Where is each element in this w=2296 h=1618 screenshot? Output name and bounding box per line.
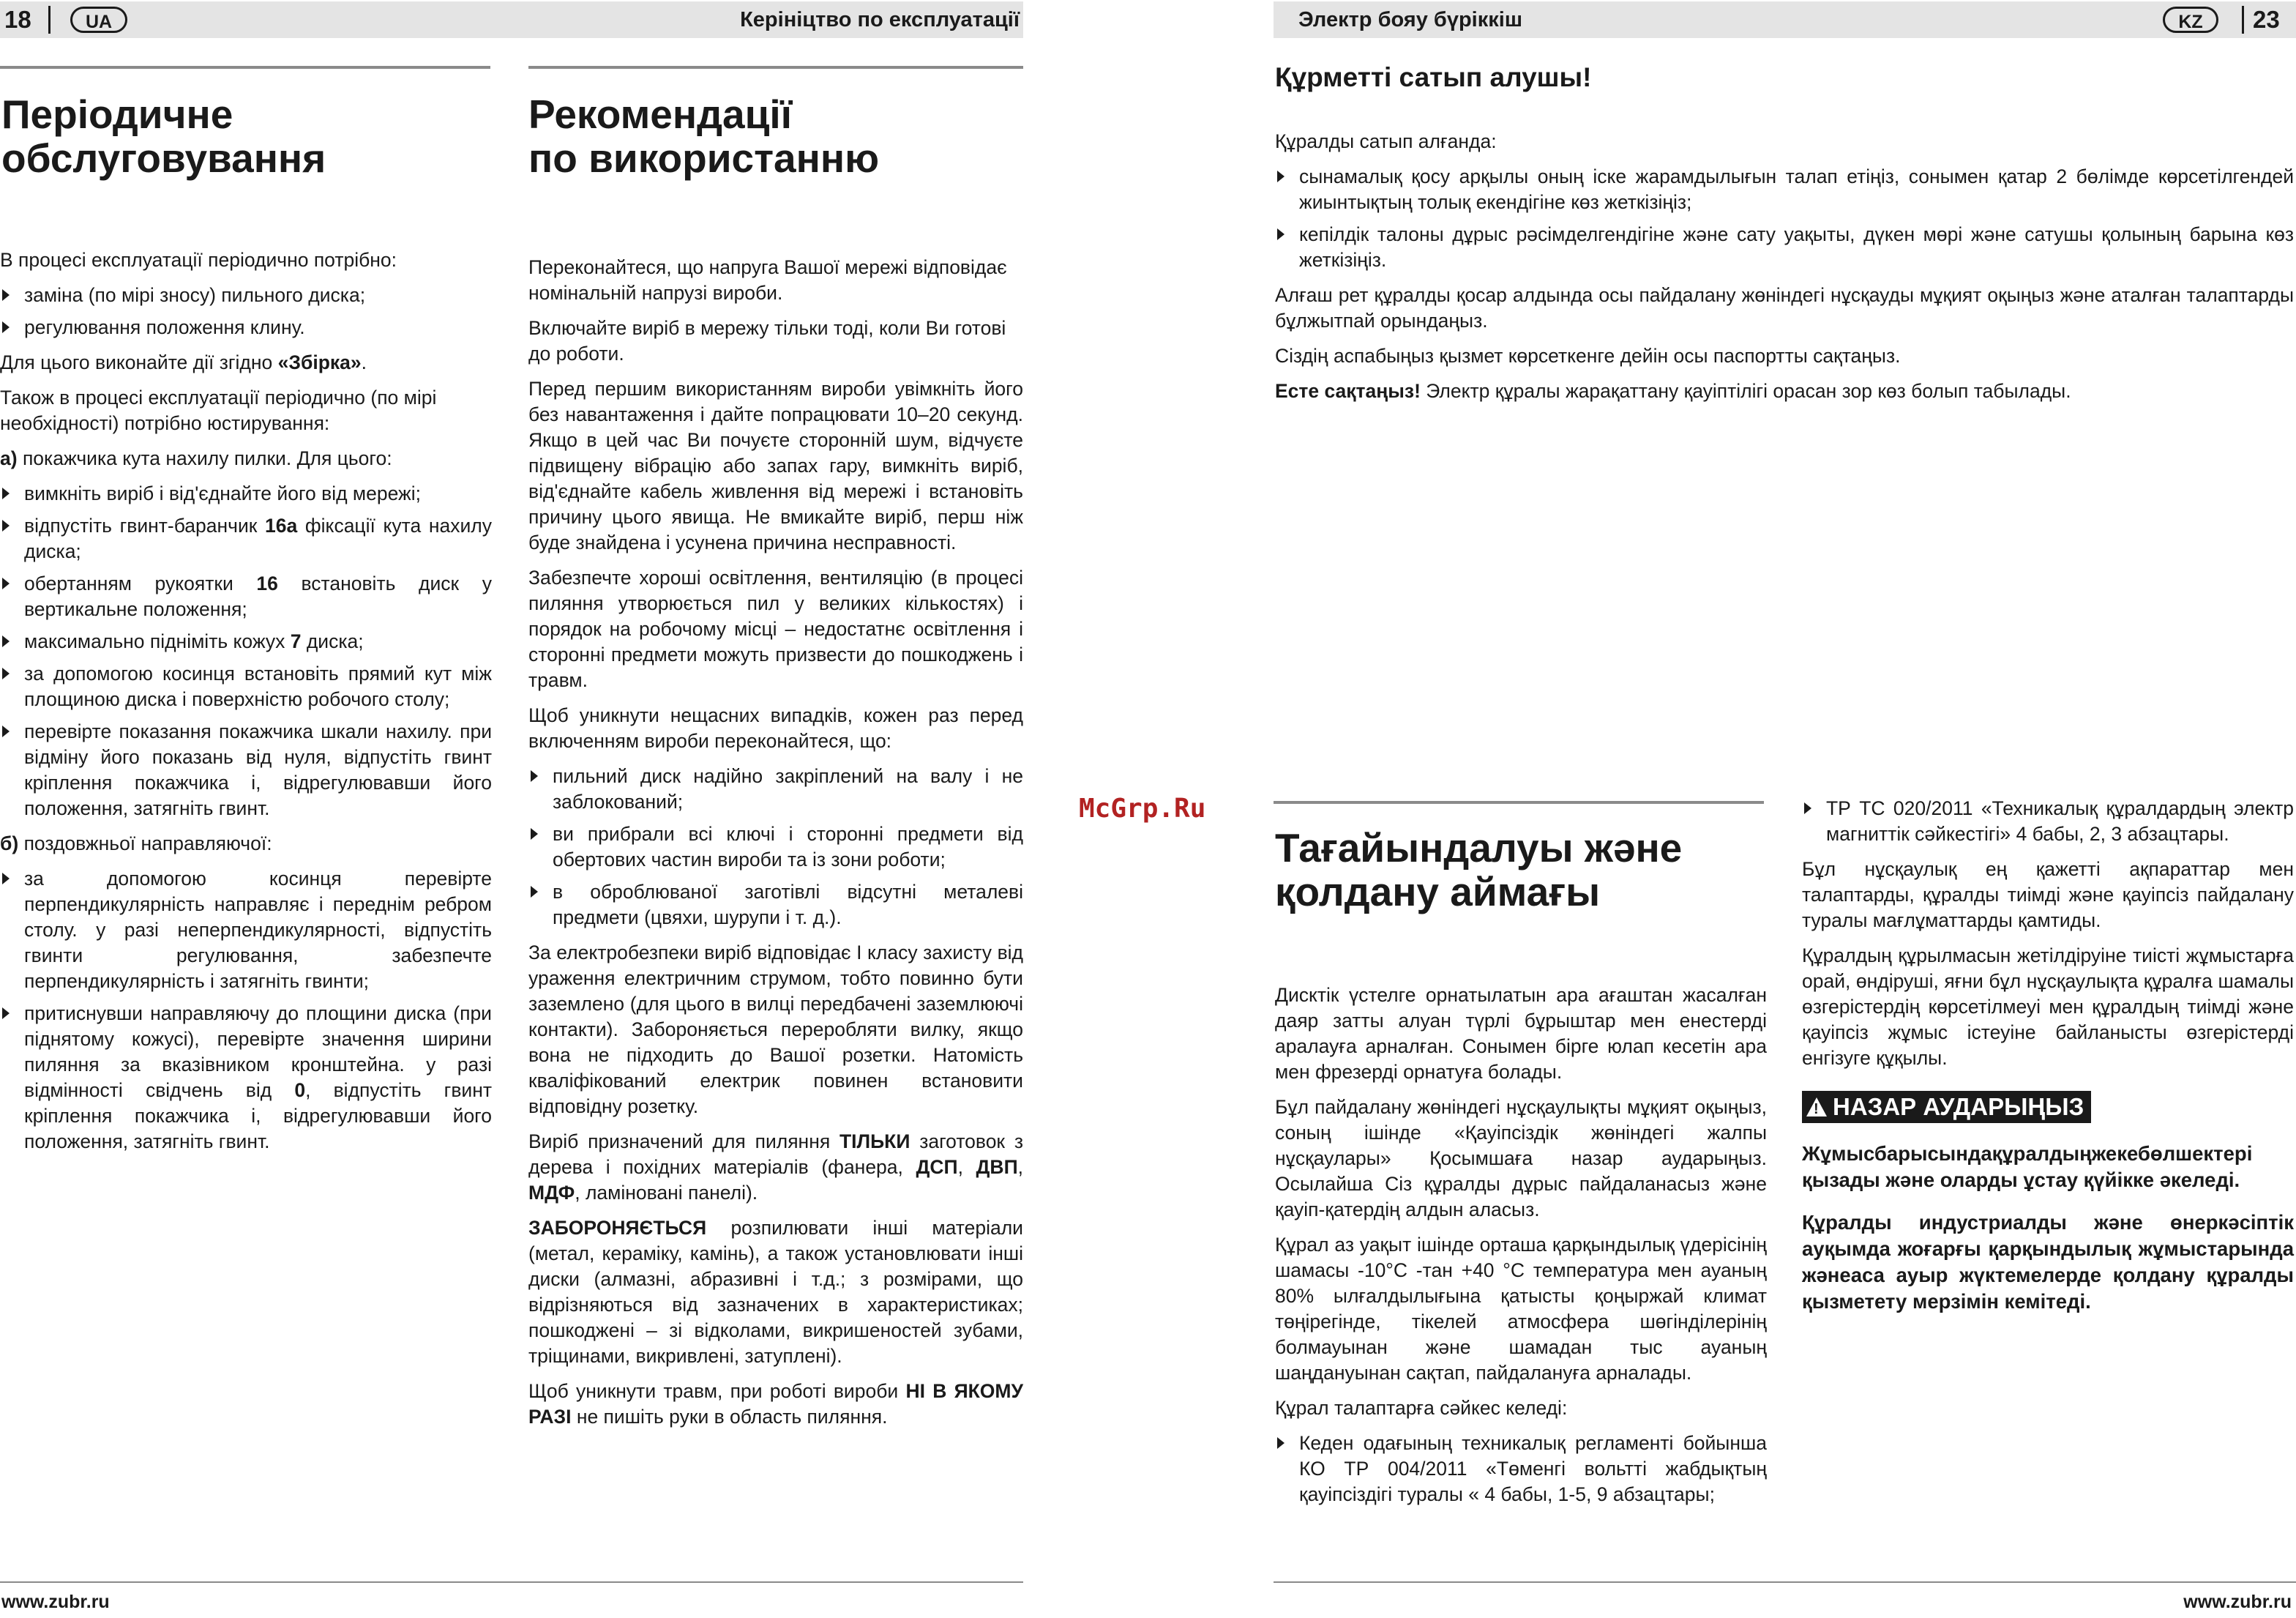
warning-text — [1802, 1141, 2294, 1315]
bullet-triangle-icon — [2, 520, 10, 532]
bullet-triangle-icon — [531, 828, 538, 840]
paragraph: Бұл пайдалану жөніндегі нұсқаулықты мұқият оқыңыз, соның ішінде «Қауіпсіздік жөніндегі жалпы нұсқаулары» Қосымшаға назар аударыңыз. Осылайша Сіз құралды дұрыс пайдаланасыз және қауіп-қатердің алдын аласыз. — [1275, 1096, 1767, 1220]
heading-line: Тағайындалуы және — [1275, 825, 1683, 870]
right-header-title: Электр бояу бүріккіш — [1298, 8, 1522, 31]
paragraph: Виріб призначений для пиляння ТІЛЬКИ заготовок з дерева і похідних матеріалів (фанера, ДСП, ДВП, МДФ, ламіновані панелі). — [528, 1130, 1023, 1204]
paragraph: Жұмысбарысындақұралдыңжекебөлшектері қызады және оларды ұстау қүйікке әкеледі. — [1802, 1142, 2253, 1191]
bullet-list — [1275, 164, 2294, 273]
paragraph: Құралдың құрылмасын жетілдіруіне тиісті жұмыстарға орай, өндіруші, яғни бұл нұсқаулықта құралға шамалы өзгерістердің көрсетілмеуі мен құралдың тиімді және қауіпсіз жұмыс істеуіне байланысты өзгерістерді енгізуге құқылы. — [1802, 944, 2294, 1069]
right-col1-rule — [1274, 801, 1764, 804]
right-col1-heading — [1275, 826, 1787, 914]
bullet-triangle-icon — [2, 668, 10, 679]
left-col1-heading — [1, 92, 492, 180]
paragraph: а) покажчика кута нахилу пилки. Для цього: — [0, 447, 392, 469]
list-item: обертанням рукоятки 16 встановіть диск у вертикальне положення; — [0, 571, 492, 622]
list-item: перевірте показання покажчика шкали нахилу. при відміну його показань від нуля, відпустіть гвинт кріплення покажчика і, відрегулювавши його положення, затягніть гвинт. — [0, 719, 492, 821]
bullet-triangle-icon — [2, 635, 10, 647]
list-item: сынамалық қосу арқылы оның іске жарамдылығын талап етіңіз, сонымен қатар 2 бөлімде көрсетілгендей жиынтықтың толық екендігіне көз жеткізіңіз; — [1275, 164, 2294, 215]
list-item: максимально підніміть кожух 7 диска; — [0, 629, 492, 655]
paragraph: Щоб уникнути нещасних випадків, кожен раз перед включенням вироби переконайтеся, що: — [528, 704, 1023, 752]
list-item: притиснувши направляючу до площини диска (при піднятому кожусі), перевірте значення ширини пиляння за вказівником кронштейна. у разі відмінності свідчень від 0, відпустіть гвинт кріплення покажчика і, відрегулювавши його положення, затягніть гвинт. — [0, 1001, 492, 1155]
warning-label: ! НАЗАР АУДАРЫҢЫЗ — [1802, 1091, 2091, 1123]
bullet-triangle-icon — [1277, 171, 1285, 182]
left-header-separator — [48, 6, 51, 34]
right-header-separator — [2242, 6, 2244, 34]
paragraph: ЗАБОРОНЯЄТЬСЯ розпилювати інші матеріали (метал, кераміку, камінь), а також установлювати інші диски (алмазні, абразивні і т.д.; з розмірами, що відрізняються від зазначених в характеристиках; пошкоджені – зі відколами, викришеностей зубами, тріщинами, викривлені, затуплені). — [528, 1217, 1023, 1367]
right-col2-body — [1802, 796, 2294, 1331]
bullet-list — [528, 764, 1023, 931]
left-col2-heading — [528, 92, 1023, 180]
list-item: за допомогою косинця перевірте перпендикулярність направляє і переднім ребром столу. у разі неперпендикулярності, відпустіть гвинти регулювання, забезпечте перпендикулярність і затягніть гвинти; — [0, 866, 492, 994]
right-footer-url[interactable]: www.zubr.ru — [2183, 1592, 2292, 1612]
warning-triangle-icon: ! — [1806, 1097, 1827, 1116]
paragraph: Есте сақтаңыз! Электр құралы жарақаттану қауіптілігі орасан зор көз болып табылады. — [1275, 380, 2071, 402]
paragraph: Для цього виконайте дії згідно «Збірка». — [0, 351, 367, 373]
bullet-triangle-icon — [2, 578, 10, 589]
heading-line: қолдану аймағы — [1275, 869, 1601, 914]
list-item: вимкніть виріб і від'єднайте його від мережі; — [0, 481, 492, 507]
bullet-triangle-icon — [2, 726, 10, 737]
list-item: кепілдік талоны дұрыс рәсімделгендігіне және сату уақыты, дүкен мөрі және сатушы қолының барына көз жеткізіңіз. — [1275, 222, 2294, 273]
paragraph: Бұл нұсқаулық ең қажетті ақпараттар мен талаптарды, құралды тиімді және қауіпсіз пайдалану туралы мағлұматтарды қамтиды. — [1802, 858, 2294, 931]
list-item: ви прибрали всі ключі і сторонні предмети від обертових частин вироби та із зони роботи; — [528, 821, 1023, 873]
bullet-list — [0, 481, 492, 821]
watermark: McGrp.Ru — [1079, 794, 1206, 824]
left-page-number: 18 — [4, 6, 31, 33]
list-item: Кеден одағының техникалық регламенті бойынша КО ТР 004/2011 «Төменгі вольтті жабдықтың қауіпсіздігі туралы « 4 бабы, 1-5, 9 абзацтары; — [1275, 1431, 1767, 1507]
left-footer-rule — [0, 1581, 1023, 1583]
paragraph: Дисктік үстелге орнатылатын ара ағаштан жасалған даяр затты алуан түрлі бұрыштар мен енестерді аралауға арналған. Сонымен бірге юлап кесетін ара мен фрезерді орнатуға болады. — [1275, 984, 1767, 1083]
paragraph: Құралды сатып алғанда: — [1275, 130, 1497, 152]
bullet-list — [0, 283, 492, 340]
right-greeting-title: Құрметті сатып алушы! — [1275, 62, 1592, 92]
paragraph: Сіздің аспабыңыз қызмет көрсеткенге дейін осы паспортты сақтаңыз. — [1275, 345, 1901, 367]
list-item: ТР ТС 020/2011 «Техникалық құралдардың электр магниттік сәйкестігі» 4 бабы, 2, 3 абзацтары. — [1802, 796, 2294, 847]
paragraph: Құрал аз уақыт ішінде орташа қарқындылық үдерісінің шамасы -10°С -тан +40 °С температура мен ауаның 80% ылғалдылығына қатысты қоңыржай климат төңірегінде, тікелей атмосфера шөгінділерінің болмауынан және шамадан тыс ауаның шаңдануынан сақтап, пайдалануға арналады. — [1275, 1234, 1767, 1384]
left-footer-url[interactable]: www.zubr.ru — [1, 1592, 110, 1612]
bullet-list — [1275, 1431, 1767, 1507]
bullet-triangle-icon — [1277, 228, 1285, 240]
right-top-body — [1275, 129, 2294, 414]
heading-line: по використанню — [528, 135, 880, 181]
left-col1-body — [0, 247, 492, 1164]
list-item: в оброблюваної заготівлі відсутні металеві предмети (цвяхи, шурупи і т. д.). — [528, 879, 1023, 931]
bullet-triangle-icon — [1804, 802, 1811, 814]
paragraph: В процесі експлуатації періодично потрібно: — [0, 249, 397, 271]
bullet-triangle-icon — [2, 289, 10, 301]
paragraph: Щоб уникнути травм, при роботі вироби НІ В ЯКОМУ РАЗІ не пишіть руки в область пиляння. — [528, 1380, 1023, 1428]
paragraph: Алғаш рет құралды қосар алдында осы пайдалану жөніндегі нұсқауды мұқият оқыңыз және аталған талаптарды бұлжытпай орындаңыз. — [1275, 284, 2294, 332]
bullet-list — [1802, 796, 2294, 847]
right-col1-body — [1275, 983, 1767, 1517]
bullet-triangle-icon — [2, 488, 10, 499]
left-lang-badge: UA — [70, 7, 127, 33]
heading-line: Періодичне — [1, 92, 233, 137]
left-header-title: Керініцтво по експлуатації — [740, 8, 1020, 31]
paragraph: Құрал талаптарға сәйкес келеді: — [1275, 1397, 1568, 1419]
list-item: пильний диск надійно закріплений на валу і не заблокований; — [528, 764, 1023, 815]
bullet-triangle-icon — [531, 770, 538, 782]
bullet-triangle-icon — [2, 873, 10, 884]
right-page-number: 23 — [2253, 6, 2280, 33]
paragraph: Переконайтеся, що напруга Вашої мережі відповідає номінальній напрузі вироби. — [528, 256, 1007, 304]
list-item: за допомогою косинця встановіть прямий кут між площиною диска і поверхністю робочого столу; — [0, 661, 492, 712]
heading-line: обслуговування — [1, 135, 326, 181]
list-item: відпустіть гвинт-баранчик 16а фіксації кута нахилу диска; — [0, 513, 492, 564]
left-col2-body — [528, 255, 1023, 1439]
bullet-triangle-icon — [531, 886, 538, 898]
left-col2-rule — [528, 66, 1023, 69]
paragraph: Перед першим використанням вироби увімкніть його без навантаження і дайте попрацювати 10–20 секунд. Якщо в цей час Ви почуєте сторонній шум, відчуєте підвищену вібрацію або запах гару, вимкніть виріб, від'єднайте кабель живлення від мережі і встановіть причину цього явища. Не вмикайте виріб, перш ніж буде знайдена і усунена причина несправності. — [528, 378, 1023, 553]
bullet-triangle-icon — [1277, 1437, 1285, 1449]
right-footer-rule — [1274, 1581, 2296, 1583]
bullet-triangle-icon — [2, 1007, 10, 1019]
paragraph: Забезпечте хороші освітлення, вентиляцію (в процесі пиляння утворюється пил у великих кількостях) і порядок на робочому місці – недостатнє освітлення і сторонні предмети можуть призвести до пошкоджень і травм. — [528, 567, 1023, 691]
left-col1-rule — [0, 66, 490, 69]
list-item: регулювання положення клину. — [0, 315, 492, 340]
paragraph: б) поздовжньої направляючої: — [0, 832, 272, 854]
paragraph: За електробезпеки виріб відповідає I класу захисту від ураження електричним струмом, тобто повинно бути заземлено (для цього в вилці передбачені заземлюючі контакти). Забороняється переробляти вилку, якщо вона не підходить до Вашої розетки. Натомість кваліфікований електрик повинен встановити відповідну розетку. — [528, 942, 1023, 1117]
heading-line: Рекомендації — [528, 92, 793, 137]
bullet-triangle-icon — [2, 321, 10, 333]
right-lang-badge: KZ — [2163, 7, 2218, 33]
paragraph: Включайте виріб в мережу тільки тоді, коли Ви готові до роботи. — [528, 317, 1006, 365]
bullet-list — [0, 866, 492, 1155]
list-item: заміна (по мірі зносу) пильного диска; — [0, 283, 492, 308]
paragraph: Також в процесі експлуатації періодично (по мірі необхідності) потрібно юстирування: — [0, 387, 437, 434]
paragraph: Құралды индустриалды және өнеркәсіптік ауқымда жоғарғы қарқындылық жұмыстарында жәнеаса ауыр жүктемелерде қолдану құралды қызметету мерзімін кемітеді. — [1802, 1211, 2294, 1313]
